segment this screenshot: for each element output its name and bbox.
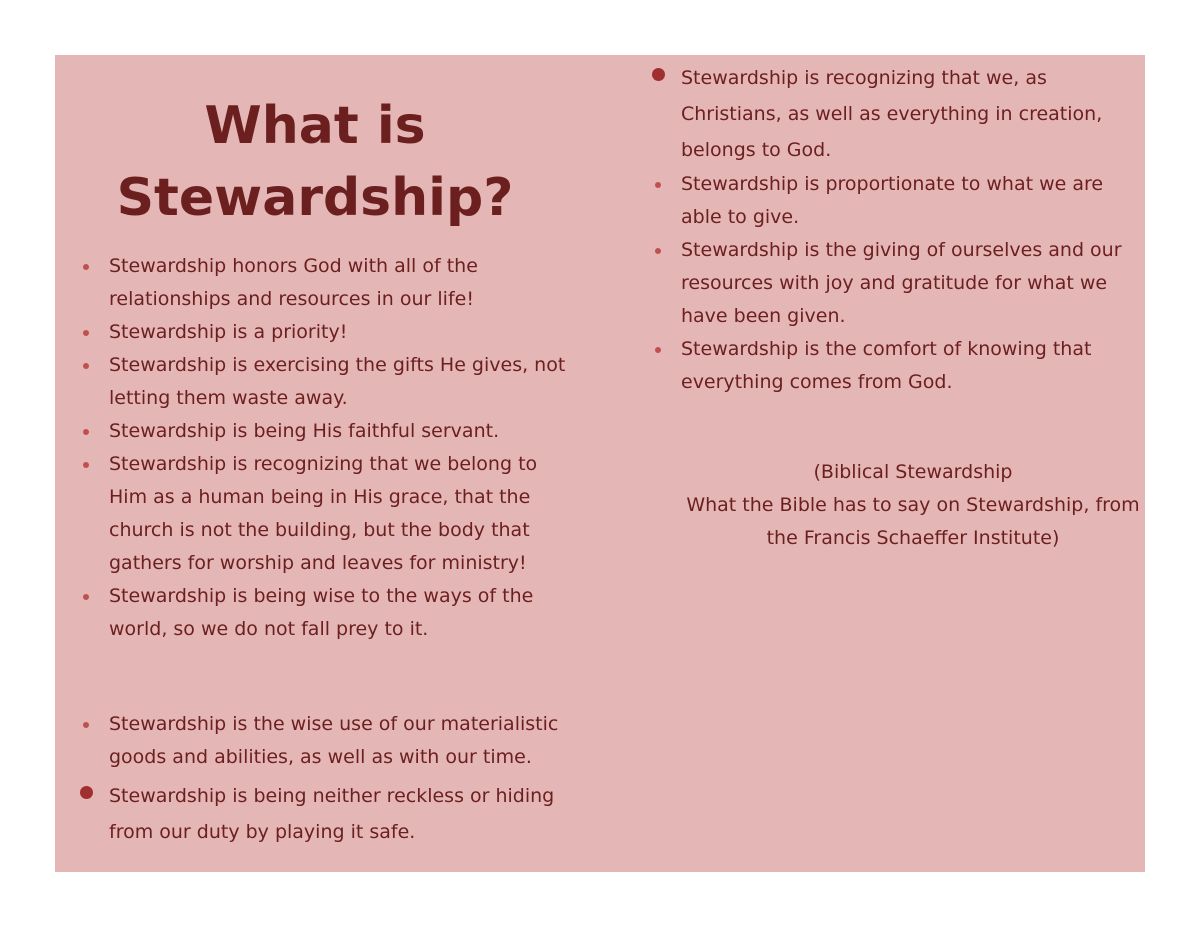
bullet-icon — [652, 68, 665, 81]
citation-line-2: What the Bible has to say on Stewardship, from the Francis Schaeffer Institute) — [686, 494, 1140, 549]
bullet-icon — [83, 722, 89, 728]
bullet-icon — [655, 248, 661, 254]
list-item: Stewardship is the wise use of our materialistic goods and abilities, as well as with our time. — [109, 708, 579, 774]
list-item: Stewardship is the giving of ourselves and our resources with joy and gratitude for what we have been given. — [681, 234, 1141, 333]
left-bullet-list-bottom — [109, 708, 579, 850]
list-item: Stewardship is the comfort of knowing that everything comes from God. — [681, 333, 1141, 399]
list-item: Stewardship is proportionate to what we are able to give. — [681, 168, 1141, 234]
bullet-icon — [655, 347, 661, 353]
bullet-icon — [83, 594, 89, 600]
bullet-icon — [80, 786, 93, 799]
left-bullet-list-top — [109, 250, 579, 646]
list-item: Stewardship is being wise to the ways of the world, so we do not fall prey to it. — [109, 580, 579, 646]
list-item: Stewardship is a priority! — [109, 316, 579, 349]
list-item: Stewardship is recognizing that we belong to Him as a human being in His grace, that the church is not the building, but the body that gathers for worship and leaves for ministry! — [109, 448, 579, 580]
bullet-icon — [83, 363, 89, 369]
right-bullet-list — [681, 60, 1141, 399]
bullet-icon — [83, 429, 89, 435]
page-title: What is Stewardship? — [116, 96, 514, 228]
bullet-icon — [83, 330, 89, 336]
list-item: Stewardship is recognizing that we, as Christians, as well as everything in creation, belongs to God. — [681, 60, 1141, 168]
list-item: Stewardship is being His faithful servant. — [109, 415, 579, 448]
bullet-icon — [83, 462, 89, 468]
bullet-icon — [83, 264, 89, 270]
list-item: Stewardship is exercising the gifts He gives, not letting them waste away. — [109, 349, 579, 415]
citation-line-1: (Biblical Stewardship — [813, 461, 1013, 483]
citation — [681, 456, 1145, 555]
list-item: Stewardship is being neither reckless or hiding from our duty by playing it safe. — [109, 778, 579, 850]
bullet-icon — [655, 182, 661, 188]
list-item: Stewardship honors God with all of the relationships and resources in our life! — [109, 250, 579, 316]
